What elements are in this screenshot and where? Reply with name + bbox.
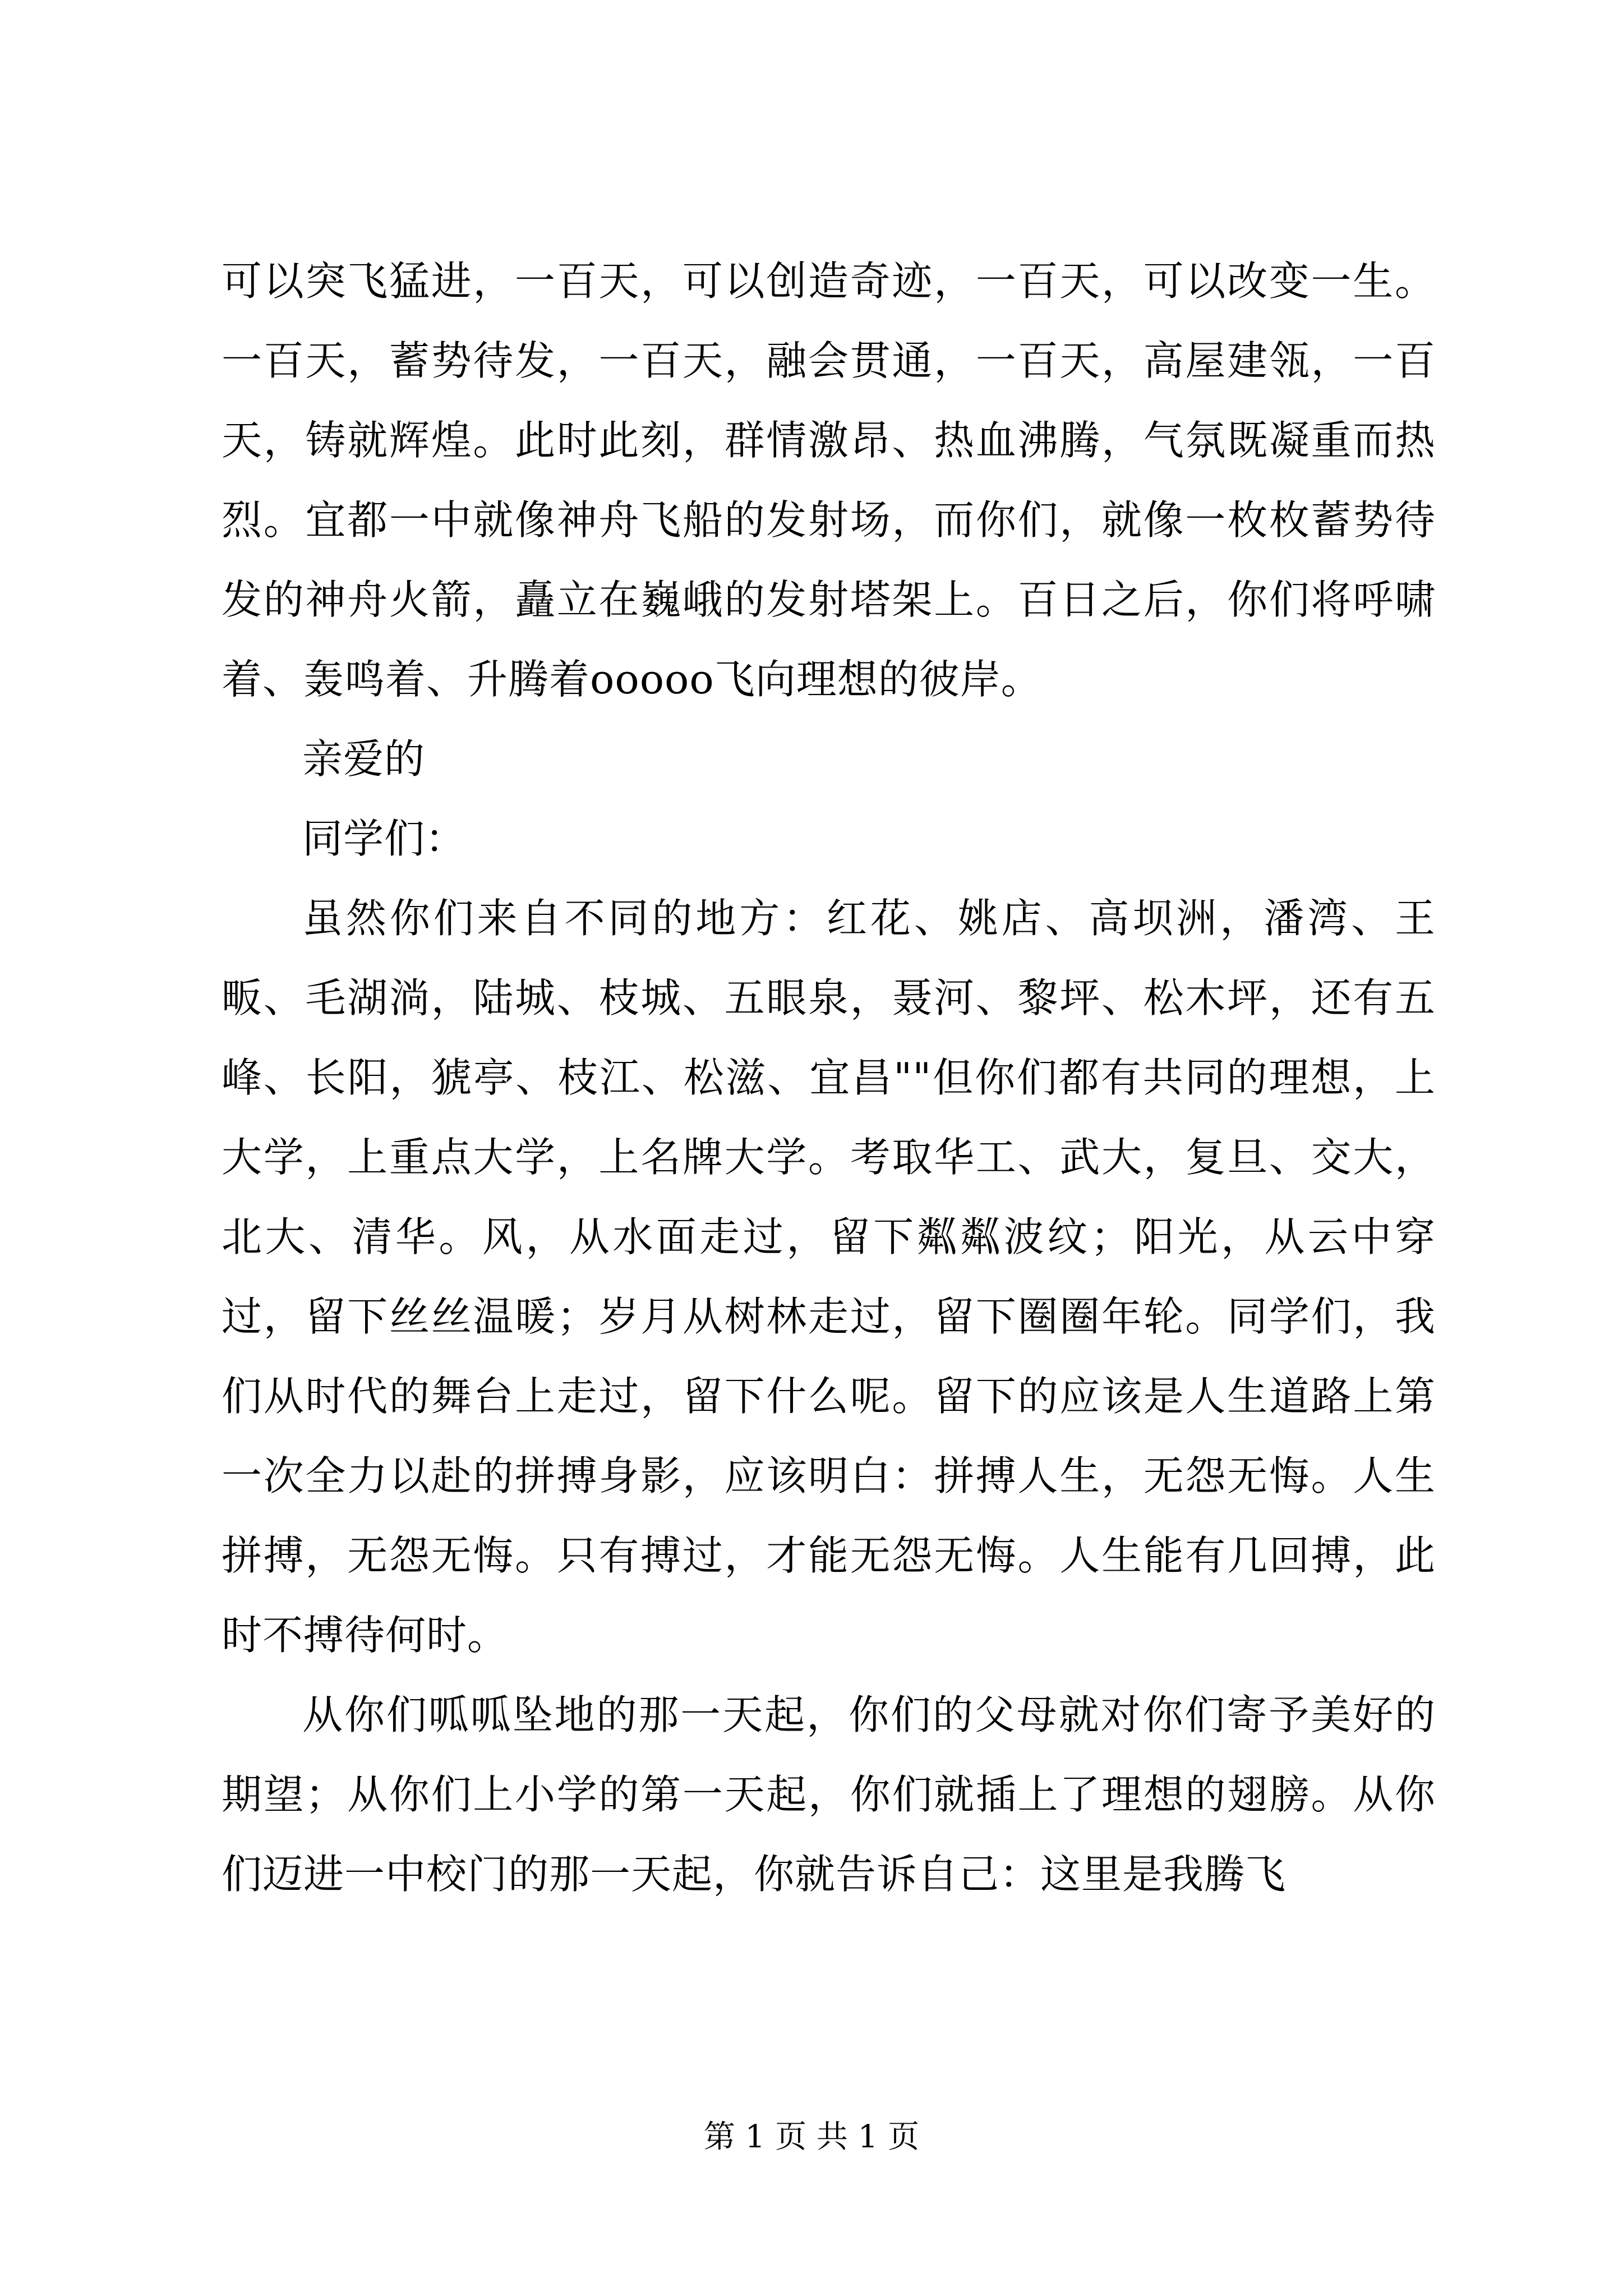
paragraph-5: 从你们呱呱坠地的那一天起，你们的父母就对你们寄予美好的期望；从你们上小学的第一天起，你们就插上了理想的翅膀。从你们迈进一中校门的那一天起，你就告诉自己：这里是我腾飞 <box>222 1691 1436 1898</box>
paragraph-1: 可以突飞猛进，一百天，可以创造奇迹，一百天，可以改变一生。一百天，蓄势待发，一百天，融会贯通，一百天，高屋建瓴，一百天，铸就辉煌。此时此刻，群情激昂、热血沸腾，气氛既凝重而热烈。宜都一中就像神舟飞船的发射场，而你们，就像一枚枚蓄势待发的神舟火箭，矗立在巍峨的发射塔架上。百日之后，你们将呼啸着、轰鸣着、升腾着ooooo飞向理想的彼岸。 <box>222 257 1436 703</box>
paragraph-3: 同学们： <box>302 815 467 862</box>
document-body <box>222 241 1436 1914</box>
page-footer: 第 1 页 共 1 页 <box>703 2119 920 2155</box>
paragraph-2: 亲爱的 <box>302 735 426 783</box>
paragraph-4: 虽然你们来自不同的地方：红花、姚店、高坝洲，潘湾、王畈、毛湖淌，陆城、枝城、五眼泉，聂河、黎坪、松木坪，还有五峰、长阳，猇亭、枝江、松滋、宜昌""但你们都有共同的理想，上大学，上重点大学，上名牌大学。考取华工、武大，复旦、交大，北大、清华。风，从水面走过，留下粼粼波纹；阳光，从云中穿过，留下丝丝温暖；岁月从树林走过，留下圈圈年轮。同学们，我们从时代的舞台上走过，留下什么呢。留下的应该是人生道路上第一次全力以赴的拼搏身影，应该明白：拼搏人生，无怨无悔。人生拼搏，无怨无悔。只有搏过，才能无怨无悔。人生能有几回搏，此时不搏待何时。 <box>222 895 1436 1659</box>
